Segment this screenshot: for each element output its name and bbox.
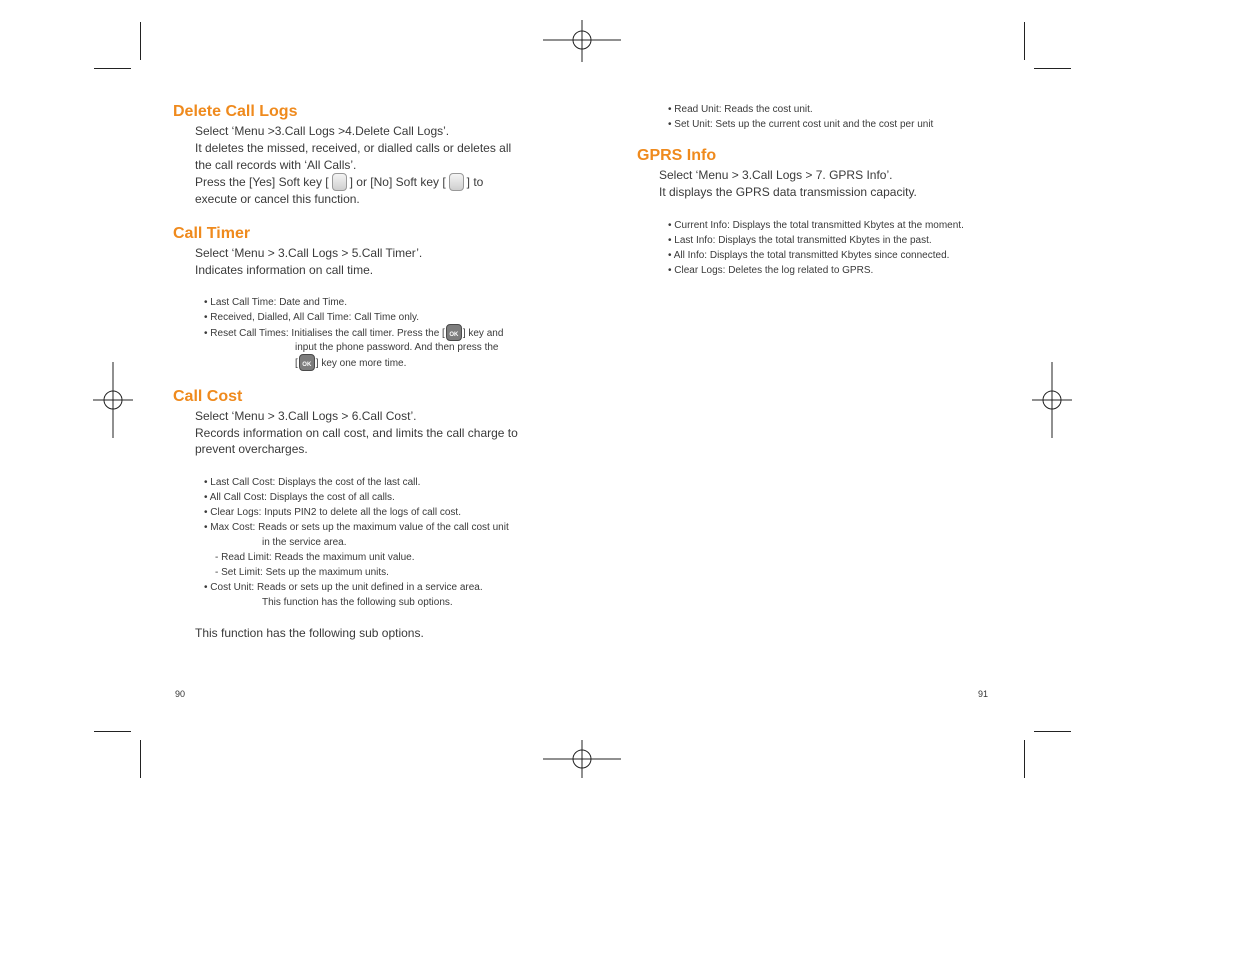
delete-call-logs-softkey-line (195, 174, 483, 192)
list-item: • All Info: Displays the total transmitted Kbytes since connected. (668, 250, 950, 261)
call-cost-line: Select ‘Menu > 3.Call Logs > 6.Call Cost’. (195, 409, 417, 423)
call-cost-heading: Call Cost (173, 388, 243, 405)
call-timer-heading: Call Timer (173, 225, 251, 242)
crop-mark-icon (94, 731, 131, 732)
list-item-continuation: This function has the following sub options. (262, 597, 453, 608)
text-segment: ] key one more time. (315, 358, 407, 370)
crop-mark-icon (140, 22, 141, 60)
delete-call-logs-line: It deletes the missed, received, or dialled calls or deletes all (195, 141, 512, 155)
crop-mark-icon (1024, 22, 1025, 60)
gprs-info-line: It displays the GPRS data transmission capacity. (659, 185, 917, 199)
registration-mark-icon (93, 362, 133, 438)
list-item: • Last Info: Displays the total transmitted Kbytes in the past. (668, 235, 932, 246)
list-item: • All Call Cost: Displays the cost of all calls. (204, 492, 395, 503)
list-item: • Clear Logs: Inputs PIN2 to delete all the logs of call cost. (204, 507, 461, 518)
delete-call-logs-line: execute or cancel this function. (195, 192, 360, 206)
text-segment: Press the [Yes] Soft key [ (195, 175, 329, 190)
crop-mark-icon (94, 68, 131, 69)
page-number: 91 (978, 689, 989, 699)
list-item-continuation: input the phone password. And then press the (295, 342, 499, 353)
list-item: • Received, Dialled, All Call Time: Call Time only. (204, 312, 420, 323)
registration-mark-icon (543, 740, 621, 778)
crop-mark-icon (1034, 731, 1071, 732)
text-segment: • Reset Call Times: Initialises the call timer. Press the [ (204, 328, 445, 340)
sub-list-item: - Read Limit: Reads the maximum unit value. (215, 552, 415, 563)
list-item: • Cost Unit: Reads or sets up the unit defined in a service area. (204, 582, 483, 593)
crop-mark-icon (1034, 68, 1071, 69)
registration-mark-icon (543, 20, 621, 62)
call-timer-line: Select ‘Menu > 3.Call Logs > 5.Call Timer’. (195, 246, 423, 260)
text-segment: ] to (466, 175, 484, 190)
list-item-continuation (295, 355, 406, 372)
soft-key-left-icon (332, 173, 347, 191)
gprs-info-heading: GPRS Info (637, 147, 717, 164)
list-item: • Last Call Time: Date and Time. (204, 297, 348, 308)
text-segment: [ (295, 358, 298, 370)
list-item: • Last Call Cost: Displays the cost of the last call. (204, 477, 421, 488)
list-item: • Set Unit: Sets up the current cost unit and the cost per unit (668, 119, 934, 130)
text-segment: ] or [No] Soft key [ (349, 175, 446, 190)
ok-key-icon: OK (446, 324, 462, 341)
list-item: • Max Cost: Reads or sets up the maximum value of the call cost unit (204, 522, 509, 533)
text-segment: ] key and (462, 328, 504, 340)
soft-key-right-icon (449, 173, 464, 191)
delete-call-logs-line: Select ‘Menu >3.Call Logs >4.Delete Call Logs’. (195, 124, 450, 138)
call-timer-line: Indicates information on call time. (195, 263, 374, 277)
call-cost-line: prevent overcharges. (195, 442, 308, 456)
crop-mark-icon (1024, 740, 1025, 778)
call-cost-line: Records information on call cost, and limits the call charge to (195, 426, 518, 440)
delete-call-logs-line: the call records with ‘All Calls’. (195, 158, 357, 172)
sub-list-item: - Set Limit: Sets up the maximum units. (215, 567, 389, 578)
call-cost-footer-text: This function has the following sub options. (195, 626, 424, 640)
crop-mark-icon (140, 740, 141, 778)
list-item: • Clear Logs: Deletes the log related to GPRS. (668, 265, 874, 276)
list-item: • Read Unit: Reads the cost unit. (668, 104, 813, 115)
list-item-continuation: in the service area. (262, 537, 347, 548)
registration-mark-icon (1032, 362, 1072, 438)
ok-key-icon: OK (299, 354, 315, 371)
page-number: 90 (175, 689, 186, 699)
list-item: • Current Info: Displays the total transmitted Kbytes at the moment. (668, 220, 964, 231)
delete-call-logs-heading: Delete Call Logs (173, 103, 298, 120)
gprs-info-line: Select ‘Menu > 3.Call Logs > 7. GPRS Info’. (659, 168, 893, 182)
